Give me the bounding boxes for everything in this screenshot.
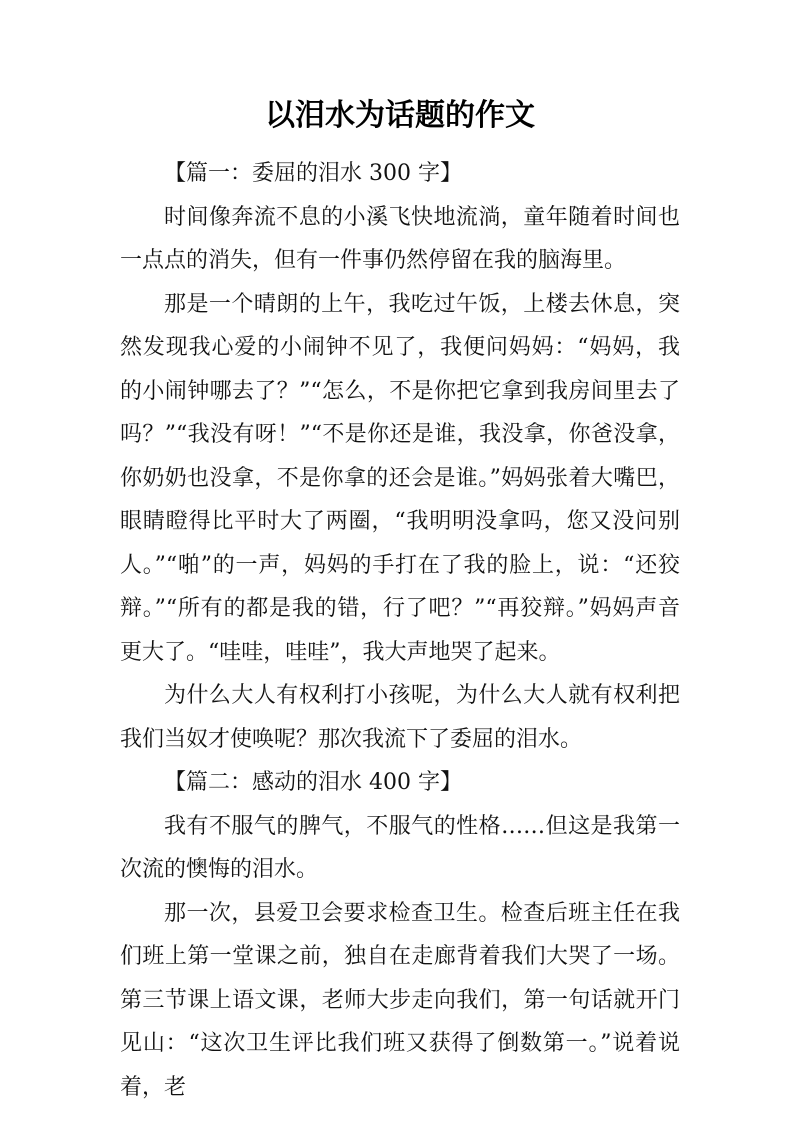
document-title: 以泪水为话题的作文 bbox=[265, 98, 535, 133]
paragraph: 那是一个晴朗的上午，我吃过午饭，上楼去休息，突然发现我心爱的小闹钟不见了，我便问妈妈：“妈妈，我的小闹钟哪去了？”“怎么，不是你把它拿到我房间里去了吗？”“我没有呀！”“不是你还是谁，我没拿，你爸没拿，你奶奶也没拿，不是你拿的还会是谁。”妈妈张着大嘴巴，眼睛瞪得比平时大了两圈，“我明明没拿吗，您又没问别人。”“啪”的一声，妈妈的手打在了我的脸上，说：“还狡辩。”“所有的都是我的错，行了吧？”“再狡辩。”妈妈声音更大了。“哇哇，哇哇”，我大声地哭了起来。 bbox=[120, 291, 680, 665]
paragraph: 我有不服气的脾气，不服气的性格……但这是我第一次流的懊悔的泪水。 bbox=[120, 813, 680, 882]
section-heading-2: 【篇二：感动的泪水 400 字】 bbox=[164, 770, 462, 795]
document-body bbox=[120, 152, 680, 1109]
paragraph: 时间像奔流不息的小溪飞快地流淌，童年随着时间也一点点的消失，但有一件事仍然停留在我的脑海里。 bbox=[120, 204, 680, 273]
section-heading-1: 【篇一：委屈的泪水 300 字】 bbox=[164, 161, 462, 186]
paragraph: 那一次，县爱卫会要求检查卫生。检查后班主任在我们班上第一堂课之前，独自在走廊背着我们大哭了一场。第三节课上语文课，老师大步走向我们，第一句话就开门见山：“这次卫生评比我们班又获得了倒数第一。”说着说着，老 bbox=[120, 900, 680, 1100]
paragraph: 为什么大人有权利打小孩呢，为什么大人就有权利把我们当奴才使唤呢？那次我流下了委屈的泪水。 bbox=[120, 683, 680, 752]
